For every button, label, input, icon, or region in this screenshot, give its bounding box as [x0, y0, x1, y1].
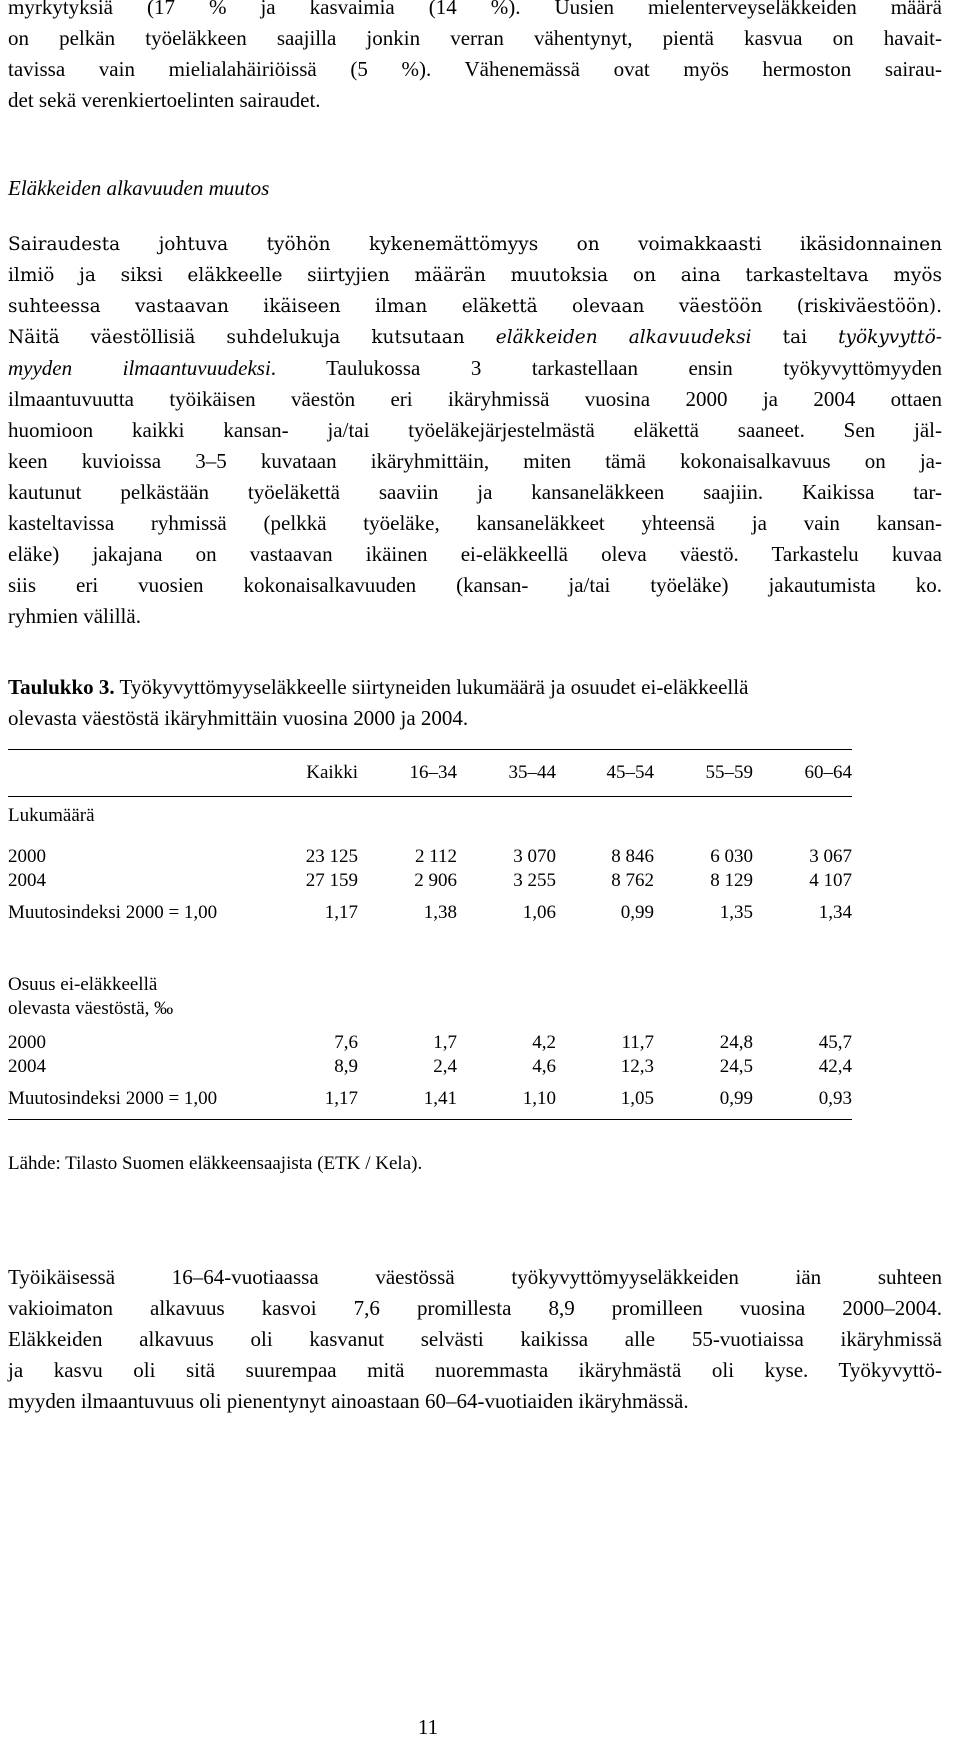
column-header: 16–34 [358, 750, 457, 797]
italic-term: eläkkeiden alkavuudeksi [495, 327, 752, 348]
table-cell: 7,6 [334, 1032, 358, 1053]
table-cell: 45,7 [818, 1032, 852, 1053]
body-paragraph [8, 229, 942, 632]
table-cell: 1,34 [818, 902, 852, 923]
table-cell: 8,9 [334, 1056, 358, 1077]
table-source-note: Lähde: Tilasto Suomen eläkkeensaajista (ETK / Kela). [8, 1153, 423, 1174]
table-row [8, 869, 852, 893]
row-label: 2004 [8, 1056, 46, 1077]
spacer-row [8, 797, 852, 806]
table-cell: 42,4 [818, 1056, 852, 1077]
section-title-line: olevasta väestöstä, ‰ [8, 998, 174, 1019]
table-cell: 1,17 [324, 902, 358, 923]
text-line: det sekä verenkiertoelinten sairaudet. [8, 88, 321, 112]
table-cell: 4,6 [532, 1056, 556, 1077]
table-row [8, 1055, 852, 1079]
table-cell: 0,99 [620, 902, 654, 923]
table-cell: 24,8 [719, 1032, 753, 1053]
table-cell: 2,4 [433, 1056, 457, 1077]
text-fragment: . Taulukossa 3 tarkastellaan ensin työkyvyttömyyden [270, 356, 942, 380]
table-cell: 8 129 [710, 870, 753, 891]
text-fragment: Näitä väestöllisiä suhdelukuja kutsutaan [8, 327, 496, 348]
table-row [8, 893, 852, 933]
table-cell: 2 112 [414, 846, 457, 867]
row-label: 2004 [8, 870, 46, 891]
column-header: Kaikki [254, 750, 358, 797]
text-line: kasteltavissa ryhmissä (pelkkä työeläke, kansaneläkkeet yhteensä ja vain kansan- [8, 511, 942, 535]
section-title [8, 973, 852, 1031]
table-cell: 27 159 [305, 870, 358, 891]
section-title: Lukumäärä [8, 805, 95, 826]
text-line: ryhmien välillä. [8, 604, 141, 628]
text-line: suhteessa vastaavan ikäiseen ilman eläkettä olevaan väestöön (riskiväestöön). [8, 296, 942, 317]
text-line: myrkytyksiä (17 % ja kasvaimia (14 %). Uusien mielenterveyseläkkeiden määrä [8, 0, 942, 19]
text-line: huomioon kaikki kansan- ja/tai työeläkejärjestelmästä eläkettä saaneet. Sen jäl- [8, 418, 942, 442]
page-number: 11 [417, 1715, 439, 1739]
table-cell: 3 067 [809, 846, 852, 867]
caption-text: olevasta väestöstä ikäryhmittäin vuosina 2000 ja 2004. [8, 706, 469, 730]
text-line: eläke) jakajana on vastaavan ikäinen ei-eläkkeellä oleva väestö. Tarkastelu kuvaa [8, 542, 942, 566]
caption-text: Työkyvyttömyyseläkkeelle siirtyneiden lukumäärä ja osuudet ei-eläkkeellä [114, 675, 749, 699]
section-title-row [8, 805, 852, 845]
summary-paragraph [8, 1262, 942, 1417]
text-line [8, 322, 942, 353]
text-line: ilmaantuvuutta työikäisen väestön eri ikäryhmissä vuosina 2000 ja 2004 ottaen [8, 387, 942, 411]
text-line: siis eri vuosien kokonaisalkavuuden (kansan- ja/tai työeläke) jakautumista ko. [8, 573, 942, 597]
table-cell: 12,3 [620, 1056, 654, 1077]
header-cell [8, 750, 254, 797]
table-cell: 1,7 [433, 1032, 457, 1053]
row-label: 2000 [8, 846, 46, 867]
intro-paragraph [8, 0, 942, 116]
table-header-row [8, 750, 852, 797]
table-cell: 2 906 [414, 870, 457, 891]
statistics-table [8, 749, 852, 1120]
row-label: 2000 [8, 1032, 46, 1053]
text-line [8, 353, 942, 384]
text-line: Sairaudesta johtuva työhön kykenemättömyys on voimakkaasti ikäsidonnainen [8, 234, 942, 255]
italic-term: työkyvyttö- [838, 327, 942, 348]
table-cell: 1,17 [254, 1079, 358, 1120]
table-cell: 0,93 [753, 1079, 852, 1120]
table-cell: 1,38 [423, 902, 457, 923]
text-line: kautunut pelkästään työeläkettä saaviin ja kansaneläkkeen saajiin. Kaikissa tar- [8, 480, 942, 504]
table-cell: 1,05 [556, 1079, 654, 1120]
section-title-line: Osuus ei-eläkkeellä [8, 974, 158, 995]
table-cell: 8 846 [611, 846, 654, 867]
table-row [8, 1031, 852, 1055]
table-cell: 0,99 [654, 1079, 753, 1120]
table-cell: 6 030 [710, 846, 753, 867]
table-cell: 23 125 [305, 846, 358, 867]
table-cell: 1,06 [522, 902, 556, 923]
table-cell: 1,10 [457, 1079, 556, 1120]
text-line: keen kuvioissa 3–5 kuvataan ikäryhmittäin, miten tämä kokonaisalkavuus on ja- [8, 449, 942, 473]
table-cell: 8 762 [611, 870, 654, 891]
table-cell: 1,41 [358, 1079, 457, 1120]
table-cell: 4 107 [809, 870, 852, 891]
table-row [8, 1079, 852, 1120]
table-cell: 3 070 [513, 846, 556, 867]
column-header: 55–59 [654, 750, 753, 797]
spacer-row [8, 933, 852, 973]
text-fragment: tai [751, 327, 839, 348]
row-label: Muutosindeksi 2000 = 1,00 [8, 902, 218, 923]
table-cell: 11,7 [621, 1032, 654, 1053]
text-line: ilmiö ja siksi eläkkeelle siirtyjien määrän muutoksia on aina tarkasteltava myös [8, 265, 942, 286]
text-line: myyden ilmaantuvuus oli pienentynyt ainoastaan 60–64-vuotiaiden ikäryhmässä. [8, 1389, 689, 1413]
text-line: on pelkän työeläkkeen saajilla jonkin verran vähentynyt, pientä kasvua on havait- [8, 26, 942, 50]
text-line: tavissa vain mielialahäiriöissä (5 %). Vähenemässä ovat myös hermoston sairau- [8, 57, 942, 81]
table-cell: 24,5 [719, 1056, 753, 1077]
table-caption [8, 672, 942, 734]
text-line: Eläkkeiden alkavuus oli kasvanut selvästi kaikissa alle 55-vuotiaissa ikäryhmissä [8, 1327, 942, 1351]
table-cell: 4,2 [532, 1032, 556, 1053]
section-heading: Eläkkeiden alkavuuden muutos [8, 176, 270, 200]
column-header: 45–54 [556, 750, 654, 797]
column-header: 35–44 [457, 750, 556, 797]
table-cell: 1,35 [719, 902, 753, 923]
text-line: vakioimaton alkavuus kasvoi 7,6 promillesta 8,9 promilleen vuosina 2000–2004. [8, 1296, 942, 1320]
column-header: 60–64 [753, 750, 852, 797]
section-title-row [8, 973, 852, 1031]
row-label: Muutosindeksi 2000 = 1,00 [8, 1079, 254, 1120]
table-row [8, 845, 852, 869]
text-line: ja kasvu oli sitä suurempaa mitä nuoremmasta ikäryhmästä oli kyse. Työkyvyttö- [8, 1358, 942, 1382]
table-cell: 3 255 [513, 870, 556, 891]
italic-term: myyden ilmaantuvuudeksi [8, 356, 271, 380]
text-line: Työikäisessä 16–64-vuotiaassa väestössä työkyvyttömyyseläkkeiden iän suhteen [8, 1265, 942, 1289]
caption-label: Taulukko 3. [8, 675, 115, 699]
